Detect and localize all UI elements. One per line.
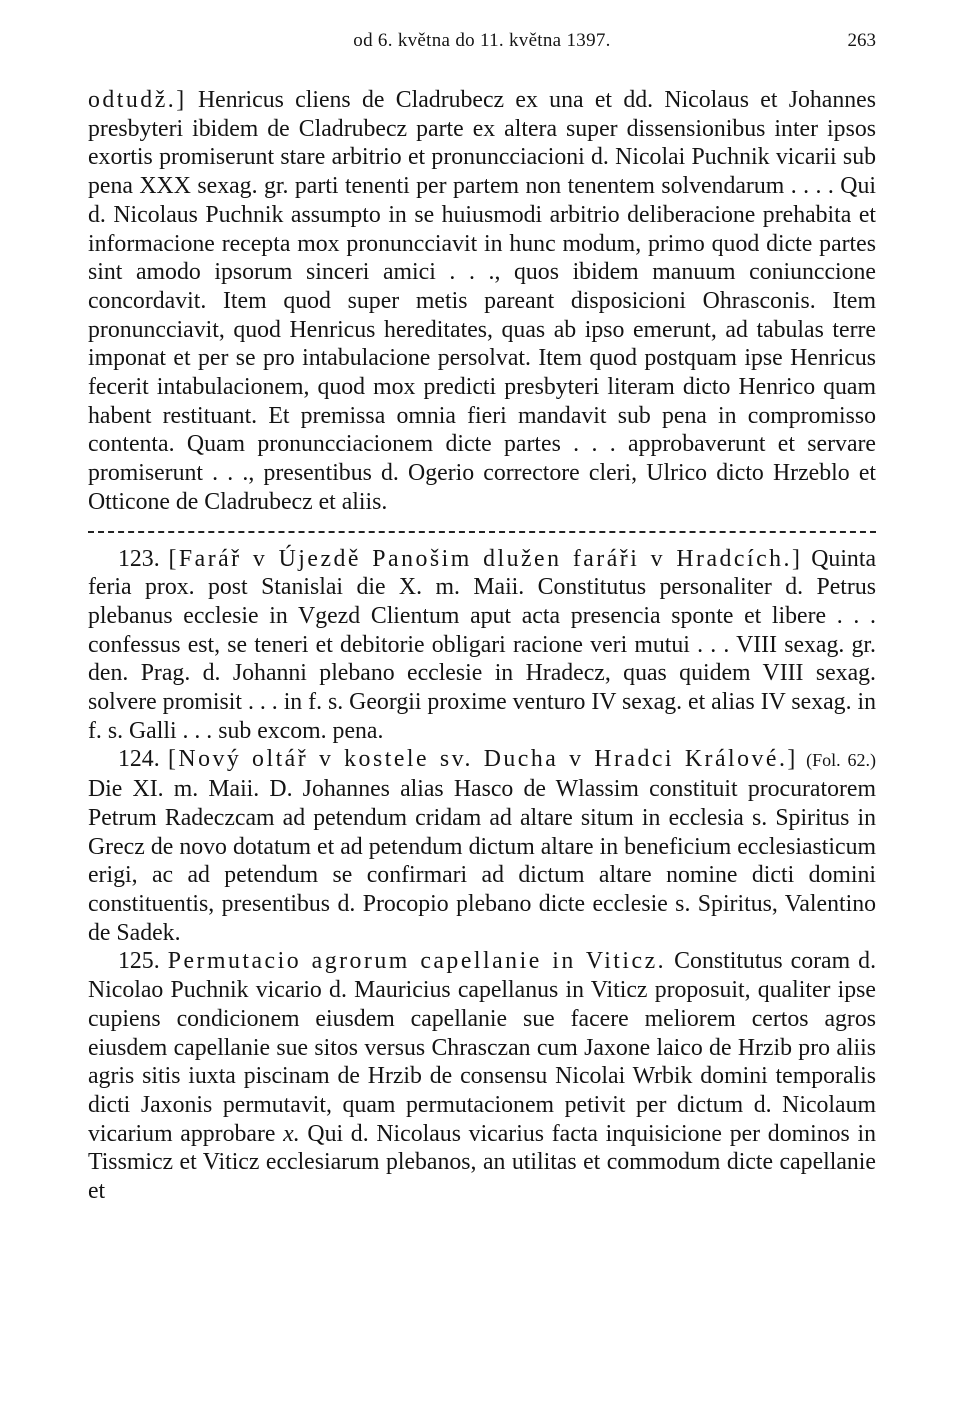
intro-lead: odtudž.] xyxy=(88,87,187,113)
text-body xyxy=(88,86,876,1206)
page-number: 263 xyxy=(847,30,876,51)
entry-number: 123. xyxy=(118,545,160,572)
entry-text: Die XI. m. Maii. D. Johannes alias Hasco de Wlassim constituit procuratorem Petrum Radeczcam ad petendum cridam ad altare situm in ecclesia s. Spiritus in Grecz de novo dotatum et ad petendum dictum altare in beneficium ecclesiasticum erigi, ac ad petendum se confirmari ad dictum altare nomine dicti domini constituentis, presentibus d. Procopio plebano dicte ecclesie s. Spiritus, Valentino de Sadek. xyxy=(88,776,876,946)
intro-text: Henricus cliens de Cladrubecz ex una et dd. Nicolaus et Johannes presbyteri ibidem de Cladrubecz parte ex altera super dissensionibus inter ipsos exortis promiserunt stare arbitrio et pronuncciacioni d. Nicolai Puchnik vicarii sub pena XXX sexag. gr. parti tenenti per partem non tenentem solvendarum . . . . Qui d. Nicolaus Puchnik assumpto in se huiusmodi arbitrio deliberacione prehabita et informacione recepta mox pronuncciavit in hunc modum, primo quod dicte partes sint amodo ipsorum sinceri amici . . ., quos ibidem manuum coniunccione concordavit. Item quod super metis pareant disposicioni Ohrasconis. Item pronuncciavit, quod Henricus hereditates, quas ab ipso emerunt, ad tabulas terre imponat et per se pro intabulacione persolvat. Item quod postquam ipse Henricus fecerit intabulacionem, quod mox predicti presbyteri literam dicto Henrico quam habent restituant. Et premissa omnia fieri mandavit sub pena in compromisso contenta. Quam pronuncciacionem dicte partes . . . approbaverunt et servare promiserunt . . ., presentibus d. Ogerio correctore cleri, Ulrico dicto Hrzeblo et Otticone de Cladrubecz et aliis. xyxy=(88,87,876,515)
running-header xyxy=(88,30,876,56)
folio-note: (Fol. 62.) xyxy=(806,750,877,771)
intro-paragraph xyxy=(88,86,876,517)
section-separator xyxy=(88,531,876,533)
entry-number: 125. xyxy=(118,948,160,975)
entry-number: 124. xyxy=(118,746,160,773)
entry-heading: Permutacio agrorum capellanie in Viticz. xyxy=(167,948,667,975)
entry-text: Quinta feria prox. post Stanislai die X. m. Maii. Constitutus personaliter d. Petrus plebanus ecclesie in Vgezd Clientum aput acta presencia sponte et libere . . . confessus est, se teneri et debitorie obligari racione veri mutui . . . VIII sexag. gr. den. Prag. d. Johanni plebano ecclesie in Hradecz, quas quidem VIII sexag. solvere promisit . . . in f. s. Georgii proxime venturo IV sexag. et alias IV sexag. in f. s. Galli . . . sub excom. pena. xyxy=(88,545,877,744)
entry-heading: [Farář v Újezdě Panošim dlužen faráři v Hradcích.] xyxy=(168,545,803,572)
entry-text-end: Qui d. Nicolaus vicarius facta inquisicione per dominos in Tissmicz et Viticz ecclesiarum plebanos, an utilitas et commodum dicte capellanie et xyxy=(88,1120,876,1205)
entry-text-italic: x. xyxy=(283,1120,300,1147)
entry-125 xyxy=(88,947,876,1205)
entry-heading: [Nový oltář v kostele sv. Ducha v Hradci Králové.] xyxy=(167,746,798,773)
entry-123 xyxy=(88,545,876,746)
running-title: od 6. května do 11. května 1397. xyxy=(353,30,611,51)
entry-text: Constitutus coram d. Nicolao Puchnik vicario d. Mauricius capellanus in Viticz proposuit, qualiter ipse cupiens condicionem eiusdem capellanie sue facere meliorem certos agros eiusdem capellanie sue sitos versus Chrasczan cum Jaxone laico de Hrzib pro aliis agris sitis iuxta piscinam de Hrzib de consensu Nicolai Wrbik domini temporalis dicti Jaxonis permutavit, quam permutacionem petivit per dictum d. Nicolaum vicarium approbare xyxy=(88,948,877,1147)
entry-124 xyxy=(88,745,876,947)
